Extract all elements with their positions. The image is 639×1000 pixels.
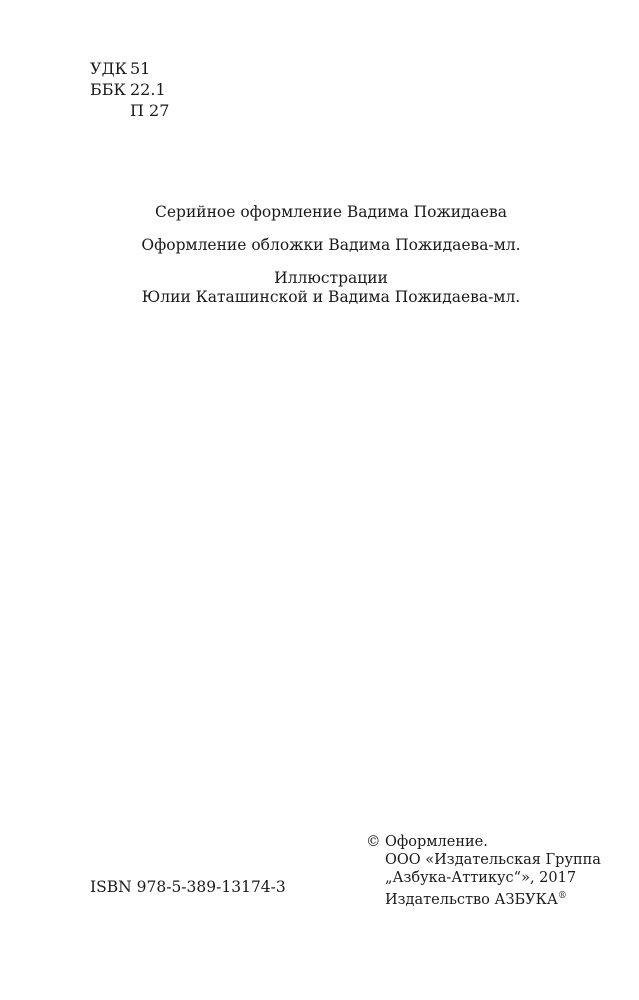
series-design-credit: Серийное оформление Вадима Пожидаева	[154, 203, 508, 221]
isbn: ISBN 978-5-389-13174-3	[90, 878, 286, 896]
copyright-icon: ©	[366, 834, 381, 850]
illustrations-authors: Юлии Каташинской и Вадима Пожидаева-мл.	[141, 288, 521, 306]
classification-block	[90, 58, 169, 121]
illustrations-heading: Иллюстрации	[274, 269, 388, 287]
bbk-label: ББК	[90, 80, 126, 99]
udk-value: 51	[130, 59, 151, 78]
copyright-line-1: ООО «Издательская Группа	[385, 852, 601, 868]
publisher-name: Издательство АЗБУКА	[385, 892, 558, 908]
cover-design-credit: Оформление обложки Вадима Пожидаева-мл.	[141, 236, 521, 254]
copyright-title-line	[366, 833, 601, 851]
author-mark: П 27	[130, 101, 170, 120]
copyright-title: Оформление.	[385, 834, 488, 850]
copyright-line-3	[366, 887, 601, 909]
registered-mark-icon: ®	[557, 891, 567, 901]
udk-row	[90, 58, 169, 79]
bbk-value: 22.1	[130, 80, 166, 99]
copyright-block	[366, 833, 601, 909]
author-mark-row	[90, 100, 169, 121]
design-credits	[0, 203, 639, 307]
copyright-line-2: „Азбука-Аттикус“», 2017	[385, 870, 577, 886]
bbk-row	[90, 79, 169, 100]
udk-label: УДК	[90, 59, 127, 78]
